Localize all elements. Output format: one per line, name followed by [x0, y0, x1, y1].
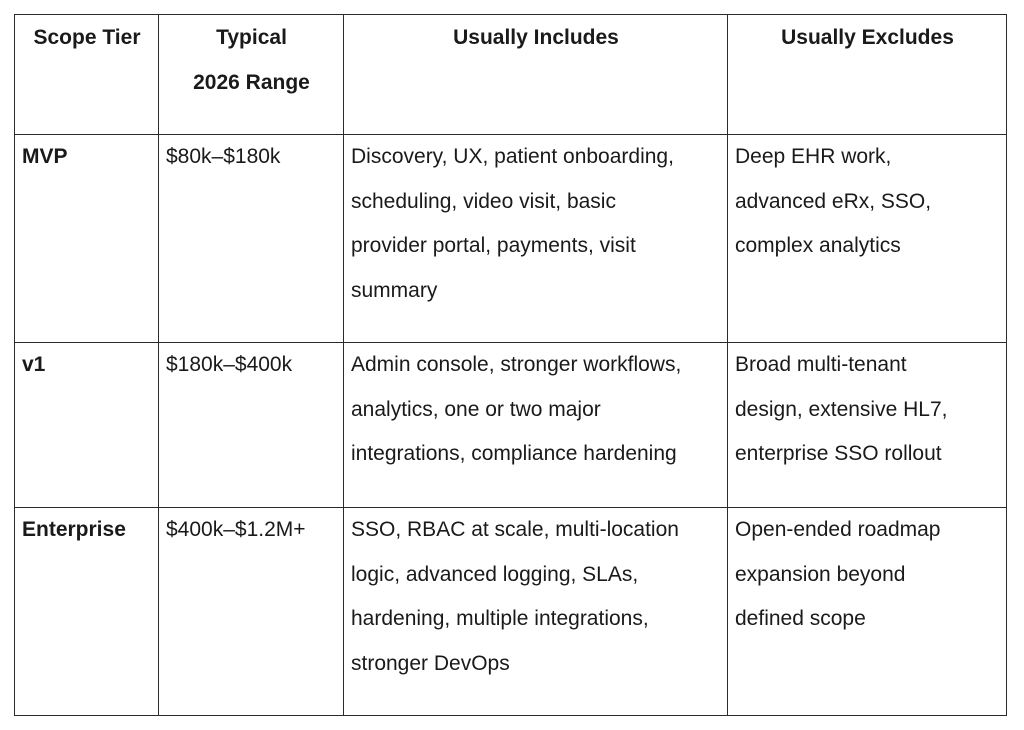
cell-excludes: Open-ended roadmap expansion beyond defined scope [728, 508, 1007, 716]
cell-includes: Discovery, UX, patient onboarding, scheduling, video visit, basic provider portal, payments, visit summary [344, 135, 728, 343]
cell-includes: Admin console, stronger workflows, analytics, one or two major integrations, compliance hardening [344, 343, 728, 508]
header-usually-excludes: Usually Excludes [728, 15, 1007, 135]
table-row [15, 508, 1007, 716]
cell-includes: SSO, RBAC at scale, multi-location logic, advanced logging, SLAs, hardening, multiple integrations, stronger DevOps [344, 508, 728, 716]
cell-tier: Enterprise [15, 508, 159, 716]
cell-excludes: Broad multi-tenant design, extensive HL7, enterprise SSO rollout [728, 343, 1007, 508]
header-typical-range: Typical 2026 Range [159, 15, 344, 135]
cell-excludes: Deep EHR work, advanced eRx, SSO, complex analytics [728, 135, 1007, 343]
scope-pricing-table [14, 14, 1007, 716]
header-scope-tier: Scope Tier [15, 15, 159, 135]
table-row [15, 343, 1007, 508]
table-header-row [15, 15, 1007, 135]
header-usually-includes: Usually Includes [344, 15, 728, 135]
table-row [15, 135, 1007, 343]
cell-range: $80k–$180k [159, 135, 344, 343]
cell-range: $400k–$1.2M+ [159, 508, 344, 716]
cell-range: $180k–$400k [159, 343, 344, 508]
cell-tier: v1 [15, 343, 159, 508]
cell-tier: MVP [15, 135, 159, 343]
